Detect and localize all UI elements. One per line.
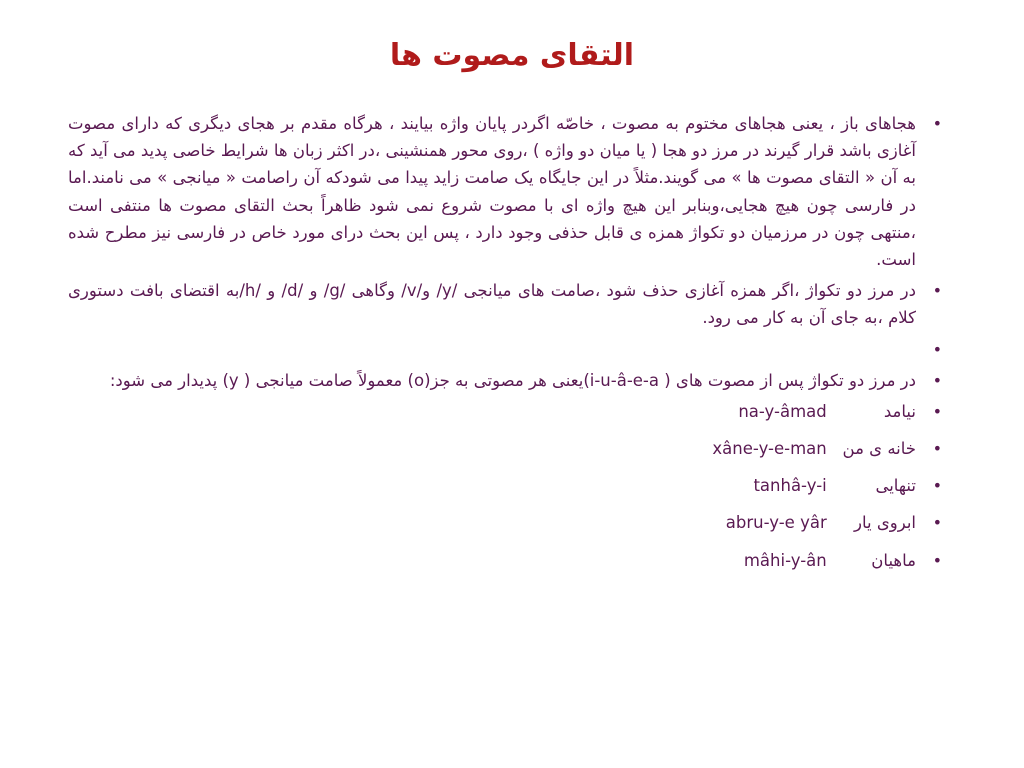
bullet-list xyxy=(68,110,948,584)
slide-title: التقای مصوت ها xyxy=(389,38,635,73)
example-transcription: na-y-âmad xyxy=(738,401,827,421)
bullet-dot-icon: • xyxy=(932,439,942,459)
example-item xyxy=(68,435,948,462)
bullet-item-empty xyxy=(68,336,948,363)
example-persian: تنهایی xyxy=(875,476,916,496)
example-transcription: abru-y-e yâr xyxy=(725,513,827,533)
example-transcription: tanhâ-y-i xyxy=(753,476,827,496)
example-item xyxy=(68,472,948,499)
example-persian: ابروی یار xyxy=(854,513,916,533)
example-transcription: mâhi-y-ân xyxy=(743,550,827,570)
example-item xyxy=(68,547,948,574)
example-item xyxy=(68,398,948,425)
example-persian: نیامد xyxy=(883,401,916,421)
bullet-dot-icon: • xyxy=(932,476,942,496)
bullet-item xyxy=(68,110,948,273)
bullet-dot-icon: • xyxy=(932,339,942,359)
example-persian: ماهیان xyxy=(871,550,916,570)
bullet-dot-icon: • xyxy=(932,550,942,570)
bullet-text: در مرز دو تکواژ ،اگر همزه آغازی حذف شود ،صامت های میانجی /y/ و/v/ وگاهی /g/ و /d/ و /h/به اقتضای بافت دستوری کلام ،به جای آن به کار می رود. xyxy=(68,281,916,328)
example-item xyxy=(68,509,948,536)
bullet-text: هجاهای باز ، یعنی هجاهای مختوم به مصوت ، خاصّه اگردر پایان واژه بیایند ، هرگاه مقدم بر هجای دیگری که دارای مصوت آغازی باشد قرار گیرند در مرز دو هجا ( یا میان دو واژه ) ،روی محور همنشینی ،در اکثر زبان ها شرایط خاصی پدید می آید که به آن « التقای مصوت ها » می گویند.مثلاً در این جایگاه یک صامت زاید پیدا می شودکه آن راصامت « میانجی » می نامند.اما در فارسی چون هیچ هجایی،وبنابر این هیچ واژه ای با مصوت شروع نمی شود ظاهراً بحث التقای مصوت ها منتفی است ،منتهی چون در مرزمیان دو تکواژ همزه ی قابل حذفی وجود دارد ، پس این بحث درای مورد خاص در فارسی نیز مطرح شده است. xyxy=(68,114,916,270)
bullet-dot-icon: • xyxy=(932,513,942,533)
bullet-text: در مرز دو تکواژ پس از مصوت های ( i-u-â-e-a)یعنی هر مصوتی به جز(o) معمولاً صامت میانجی ( y) پدیدار می شود: xyxy=(109,370,916,390)
bullet-item xyxy=(68,277,948,331)
example-transcription: xâne-y-e-man xyxy=(712,439,827,459)
bullet-dot-icon: • xyxy=(932,401,942,421)
bullet-dot-icon: • xyxy=(932,281,942,301)
bullet-dot-icon: • xyxy=(932,114,942,133)
bullet-dot-icon: • xyxy=(932,370,942,390)
bullet-item xyxy=(68,367,948,394)
example-persian: خانه ی من xyxy=(842,439,916,459)
